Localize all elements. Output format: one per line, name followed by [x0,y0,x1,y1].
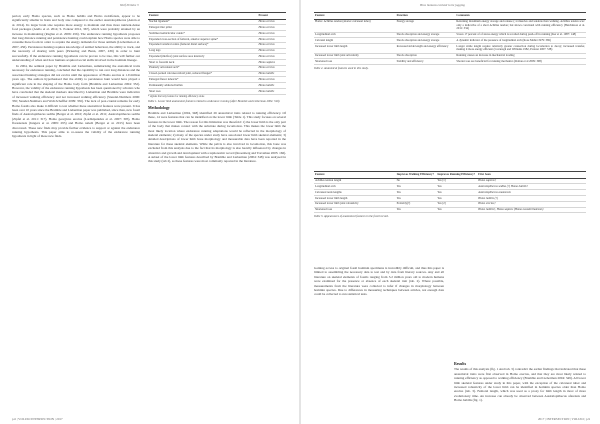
table-cell: Homo habilis [258,88,286,94]
table-cell: Yes [396,195,437,201]
table-cell: Homo erectus [258,54,286,60]
table-cell: Probably(?) [396,201,437,207]
table-cell: Homo habilis (?) [477,195,586,201]
table-cell: Yes [396,184,437,190]
table-cell: Short toes [148,88,258,94]
running-head: Wolf Perkins 3 [120,3,139,7]
table-cell: Homo habilis [258,83,286,89]
running-foot: p.6 | VOLUIO INTERSECTION | 2017 [12,417,63,421]
table-cell: Achilles tendon length [314,178,396,184]
table-cell: Nuchal ligament* [148,19,258,25]
table-cell: Yes [436,207,477,213]
table-header: Comments [455,13,586,20]
table-cell: Yes [396,207,437,213]
table-3 [314,171,586,213]
table-2-block [314,12,586,70]
table-cell: Shortened toes [314,59,396,65]
running-foot: 2017 | INTERSECTION | VOLUIO | p.9 [537,417,590,421]
table-cell: Increased lower limb joint articularity [314,53,396,59]
table-cell: Yes [436,184,477,190]
left-page [0,0,298,424]
body-column-1 [12,14,140,140]
table-cell: Short to forearm neck [148,60,258,66]
table-caption: Table 2. Anatomical features used in this study. [314,65,369,70]
table-cell: No [396,178,437,184]
table-cell: Homo erectus [258,42,286,48]
table-cell: Increased lower limb joint robusticity [314,201,396,207]
table-cell: Homo erectus [258,36,286,42]
table-cell: Running causes an increase in mechanical loading [455,53,586,59]
page-gutter [299,0,301,424]
table-cell: Homo erectus [258,19,286,25]
table-cell: Longitudinal arch [314,184,396,190]
table-cell: Homo sapiens† [477,178,586,184]
table-cell: Long legs [148,48,258,54]
table-cell: Shock absorption [396,53,456,59]
section-heading: Results [454,362,467,366]
table-note: * signals the bony feature for running efficiency alone [148,95,205,99]
table-header: Feature [148,13,258,20]
paragraph: Gaining access to original fossil hominin specimens is incredibly difficult, and thus this paper is limited to assembling the necessary data to test and by data from literary sources. Any and all literature on skeletal elements of fossils ranging from 3.2 million years old to modern humans were examined for the presence or absence of each skeletal trait (tab. 2). Where possible, measurements from the literature were collected to infer if changes in morphology between hominin species. Due to differences in measuring techniques between articles, not enough data could be collected to run statistical tests. [314,266,444,297]
table-cell: Closed-packed calcaneocuboid joint, reduced flanges* [148,71,258,77]
table-header: Improves Walking Efficiency? [396,172,437,179]
table-cell: Stabilised semicircular canals* [148,31,258,37]
table-cell: Yes [1] [436,178,477,184]
table-header: First Seen [477,172,586,179]
table-row [314,19,586,32]
table-cell: Permanently adducted hallux [148,83,258,89]
table-cell: Shock absorption and energy storage [396,38,456,44]
table-cell: Yes [2] [436,201,477,207]
table-row [148,88,286,94]
table-row [314,59,586,65]
table-caption: Table 3. Appearances of anatomical features in the fossil record. [314,213,389,218]
table-header: Feature [314,172,396,179]
table-cell: Longitudinal arch [314,32,396,38]
table-cell: Yes [436,195,477,201]
table-cell: Homo erectus [258,77,286,83]
table-cell: Homo habilis [258,71,286,77]
section-heading: Methodology [148,105,170,110]
table-cell: Calcanal length [314,38,396,44]
body-column-1 [314,266,444,298]
table-cell: Expanded (midfoot) joint surface area interiorly [148,54,258,60]
table-cell: Homo erectus [258,25,286,31]
table-cell: Homo erectus [258,65,286,71]
table-cell: Energy storage [396,19,456,32]
paragraph: The results of this analysis (fig. 1 And tab. 3) contradict the earlier findings that indicated that these anatomical traits were first observed in Homo erectus, and that they are most likely related to running efficiency as opposed to walking efficiency (Bramble and Lieberman 2004: 349). All lower limb skeletal features under study in this paper, with the exception of the calcaneal tuber and increased robusticity of the lower limb can be identified in hominin species older than Homo erectus (tab. 3). Femoral length, which was used as a proxy for limb length in most of more evolutionary time. An increase can already be observed between Australopithecus afarensis and Homo habilis (fig. 1). [454,367,586,403]
table-cell: Expanded cross-section of femoral, anterior superior spine* [148,36,258,42]
table-cell: Australopithecus sediba (?) Homo habilis? [477,184,586,190]
table-cell: Longer stride length require relatively greater connection during locomotion to decay; increased transfer, making it more energy efficient (Cavanagh and Williams 1982, Pontzer 2007: 538) [456,43,585,52]
table-cell: Stability and efficiency [396,59,456,65]
table-cell: Enlarged iliac pillar [148,25,258,31]
table-cell: Yes [396,190,437,196]
table-1 [148,12,286,95]
table-cell: Homo erectus [258,31,286,37]
table-cell: Increased lower limb length [314,195,396,201]
table-header: Improves Running Efficiency? [436,172,477,179]
table-cell: Shorter toes are beneficial for running mechanics (Rolian et al 2009: 398) [455,59,586,65]
table-cell: Yes [436,190,477,196]
table-row [314,207,586,213]
paragraph: In 2004, the seminal paper by Bramble and Lieberman, summarising the anatomical traits necessary for endurance running, concluded that the capability to run over long distances and the associated hunting strategies did not evolve until the appearance of Homo erectus at 1.9 million years ago. The authors hypothesised that the ability to persistence hunt would have played a significant role in the shaping of the Homo body form (Bramble and Lieberman 2004: 352). However, the validity of the endurance running hypothesis has been questioned by scholars who have concluded that the skeletal markers described by Lieberman and Bramble were indicative of increased walking efficiency and not increased walking efficiency (Steudel-Numbers 2006: 356; Steudel-Numbers and Wall-Scheffler 2009: 356). The lack of post-cranial remains for early Homo fossils also make it difficult to test whether these anatomical features were present. It has been over 10 years since the Bramble and Lieberman paper was published, since then, new fossil finds of Australopithecus sediba (Berger et al. 2010; Zipfel et al. 2011; Australopithecus sediba (Zipfel et al. 2011: 317), Homo georgicus erectus (Lordkipanidze et al. 2007: 305), Homo floresiensis (Jungers et al. 2009: 295) and Homo naledi (Berger et al. 2015) have been discovered. These new finds may provide further evidence to support or against the endurance running hypothesis. This paper aims to re-assess the validity of the endurance running hypothesis in light of these new finds. [12,63,140,139]
table-cell: Homo erectus† [477,201,586,207]
right-page [302,0,600,424]
table-cell: Homo: Achilles tendon (shorter calcaneal tuber) [314,19,396,32]
table-cell: Increased stride length and energy efficiency [396,44,456,53]
table-cell: Homo sapiens [258,60,286,66]
table-cell: Calcaneal neck lengths [314,190,396,196]
table-cell: Shortened toes [314,207,396,213]
table-caption: Table 1. Lower limb anatomical features related to endurance running (After Bramble and Lieberman 2004: 349). [148,98,281,103]
table-cell: Homo habilis†, Homo sapiens (Homo neanderthalensis) [477,207,586,213]
table-cell: Homo erectus [258,48,286,54]
table-header: Present [258,13,286,20]
table-header: Feature [314,13,396,20]
table-header: Function [396,13,456,20]
running-head: How humans evolved to be jogging [420,3,465,7]
table-cell: Expanded vertebral centra (femoral distal surface)* [148,42,258,48]
table-cell: Stores 17 percent of of stress energy which is recoiled during push-off in running (Ker et al. 1987: 148) [455,32,586,38]
table-3-block [314,171,586,218]
table-cell: Shock absorption and energy storage [396,32,456,38]
table-cell: Increased lower limb length [314,44,396,53]
paragraph: period, early Homo species, such as Homo habilis and Homo rudolfensis, appear to be significantly smaller in brain and body size compared to the earlier Australopithecus (Antón et al. 2014). Its larger brain size requires more energy to maintain and thus more nutrient-dense food packages (Aiello et al. 2014; S. Pontzer 2012, 367), which were probably attained by an increase in maintaining (Raglan et al. 2006: 456). The endurance running hypothesis proposes that long distance running and persistence hunting could explain how Homo species were able to consume these foods in order to acquire the energy demands for those animals (Lieberman et al. 2007, 456). Persistence hunting requires knowledge of animal behaviour, the ability to track, and the necessity of sharing with peers (Pickering and Bunn, 2007, 436) in order to hunt successfully. If the endurance running hypothesis can be proven to be true, this will further our understanding of when and how humans acquired social skills involved in the hominin lineage. [12,14,140,63]
table-cell: Australopithecus anamensis [477,190,586,196]
table-cell: Enlarged flexor tubercle* [148,77,258,83]
body-column-2 [148,12,286,164]
body-column-2 [454,362,586,404]
table-cell: Plantarly articulated arch* [148,65,258,71]
table-2 [314,12,586,65]
table-row [314,44,586,53]
table-cell: A dynamic indicator of the presence of longitudinal arch (Rose Mallet 1979: 369) [455,38,586,44]
table-cell: Returning maximum energy storage and release (~4 muscles and tendons than walking. Achilles tendon scar: only a indicative of a short Achilles tendon; but shows correlated with running efficiency (Hutchinson et al. 2011: 334) [456,19,585,31]
paragraph: Bramble and Lieberman (2004, 348) identified 26 anatomical traits related to running efficiency. Of these, 14 were features that can be identified on the lower limb (Table 1). This study focuses on several features in the lower limb. The reason for this limitation was threefold: 1) the lower limb is the only part of the body that makes contact with the substrate during locomotion. This makes the lower limb the most likely location where endurance running adaptations would be reflected in the morphology of skeletal elements; 2) many of the species under study have associated lower limb skeletal elements; 3) detailed descriptions of lower limb bone morphology and measurable data have been reported in the literature for these skeletal elements. While the pelvis is also involved in locomotion, this bone was excluded from this analysis due to the fact that its morphology is also heavily influenced by changes in obstetrics and growth and development with a taphonomic record (Rosenberg and Trevathan 2005: 166). A subset of the lower limb features described by Bramble and Lieberman (2004: 348) was analysed in this study (tab 2), as these features were most commonly reported in the literature. [148,110,287,164]
